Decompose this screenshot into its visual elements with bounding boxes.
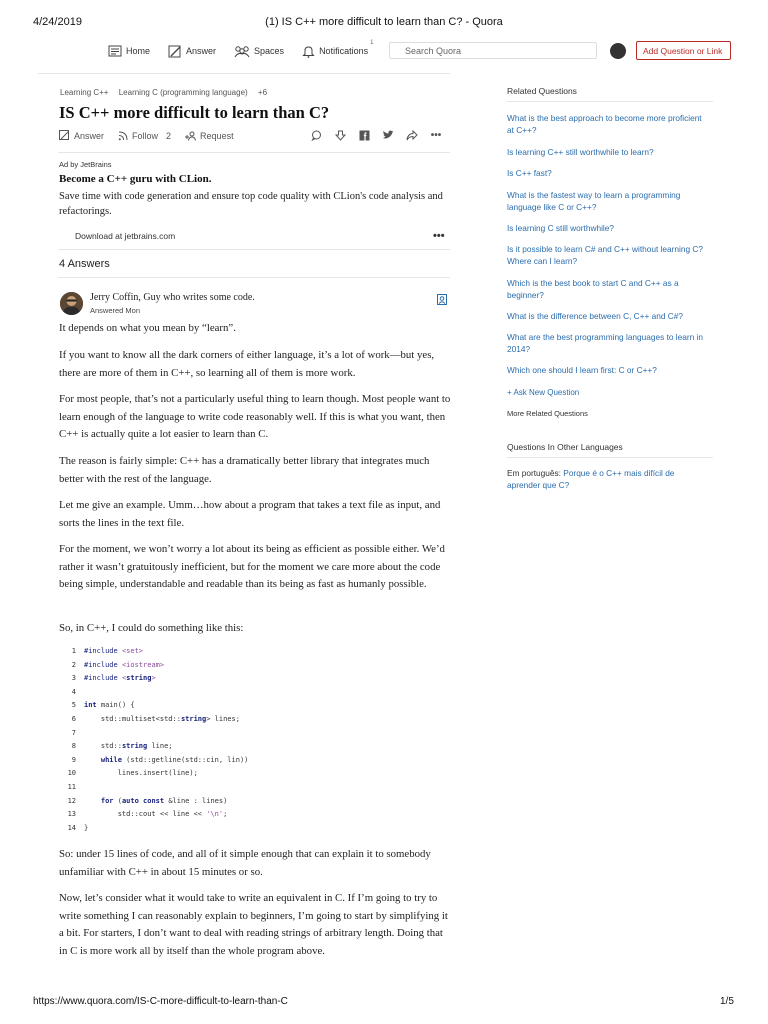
code-line-number: 1	[71, 647, 76, 655]
code-line-number: 7	[71, 728, 76, 737]
other-language-prefix: Em português:	[507, 468, 561, 478]
divider	[507, 101, 713, 102]
code-line: lines.insert(line);	[84, 769, 198, 778]
answer-paragraph: For the moment, we won’t worry a lot about its being as efficient as possible either. We’d rather it wasn’t gratuitously inefficient, but for the moment we care more about the code being simple, understandable and readable than its being as fast as humanly possible.	[59, 543, 445, 590]
code-line-number: 3	[71, 674, 76, 683]
top-nav	[108, 40, 389, 62]
answer-paragraph: For most people, that’s not a particularly useful thing to learn though. Most people want to learn enough of the language to write code reasonably well. If this is what you want, then C++ is actually quite a lot easier to learn than C.	[59, 393, 451, 440]
code-line-number: 10	[67, 769, 76, 778]
rss-icon	[118, 131, 128, 141]
add-question-button[interactable]: Add Question or Link	[636, 41, 731, 60]
code-line-number: 2	[71, 660, 76, 669]
home-icon	[108, 45, 122, 57]
code-line: #include <iostream>	[84, 660, 165, 669]
follow-count: 2	[166, 130, 172, 141]
nav-answer-label: Answer	[186, 46, 217, 56]
other-language-link[interactable]: Porque é o C++ mais difícil de aprender que C?	[507, 468, 675, 490]
follow-label: Follow	[132, 130, 159, 141]
author-name[interactable]: Jerry Coffin, Guy who writes some code.	[90, 292, 255, 303]
code-line-number: 8	[71, 742, 76, 751]
print-date: 4/24/2019	[33, 16, 82, 28]
notifications-badge: 1	[370, 40, 374, 46]
topic-tags	[60, 88, 275, 97]
ad-more-icon[interactable]: •••	[433, 230, 445, 242]
related-questions-heading: Related Questions	[507, 86, 577, 96]
code-line: std::string line;	[84, 742, 173, 751]
ad-text: Save time with code generation and ensure top code quality with CLion's code analysis and refactorings.	[59, 191, 443, 217]
facebook-icon[interactable]	[358, 130, 370, 144]
downvote-icon[interactable]	[334, 130, 346, 144]
bell-icon	[302, 45, 315, 58]
code-line: #include <set>	[84, 647, 144, 655]
pencil-icon	[168, 45, 182, 58]
answer-paragraph: Let me give an example. Umm…how about a program that takes a text file as input, and sorts the lines in the text file.	[59, 499, 441, 529]
ad-link[interactable]: Download at jetbrains.com	[75, 231, 176, 241]
more-options-icon[interactable]: •••	[430, 130, 442, 141]
code-line: #include <string>	[84, 674, 156, 683]
code-line: }	[84, 823, 89, 832]
topic-tag-more[interactable]: +6	[257, 88, 268, 97]
code-line: std::multiset<std::string> lines;	[84, 715, 240, 723]
answer-paragraph: So: under 15 lines of code, and all of it simple enough that can explain it to somebody unfamiliar with C++ in about 15 minutes or so.	[59, 848, 431, 878]
related-question-link[interactable]: What is the fastest way to learn a programming language like C or C++?	[507, 190, 681, 212]
related-question-link[interactable]: Is learning C++ still worthwhile to learn?	[507, 147, 654, 157]
other-languages-heading: Questions In Other Languages	[507, 442, 623, 452]
answers-count: 4 Answers	[59, 258, 110, 270]
answer-label: Answer	[74, 130, 105, 141]
code-line: while (std::getline(std::cin, lin))	[100, 755, 249, 764]
related-question-link[interactable]: Is it possible to learn C# and C++ without learning C? Where can I learn?	[507, 244, 704, 266]
code-line: int main() {	[84, 701, 135, 710]
related-question-link[interactable]: What is the best approach to become more proficient at C++?	[507, 113, 702, 135]
comment-icon[interactable]	[310, 130, 322, 144]
user-avatar[interactable]	[610, 43, 626, 59]
follow-button[interactable]	[118, 131, 171, 141]
nav-notifications-label: Notifications	[319, 46, 369, 56]
answer-paragraph: The reason is fairly simple: C++ has a dramatically better library that integrates much better with the rest of the language.	[59, 455, 430, 485]
code-line-number: 13	[67, 810, 76, 819]
divider	[507, 457, 713, 458]
divider	[58, 249, 450, 250]
nav-home-label: Home	[126, 46, 151, 56]
twitter-icon[interactable]	[382, 130, 394, 144]
related-question-link[interactable]: Which one should I learn first: C or C++?	[507, 365, 657, 375]
nav-spaces-label: Spaces	[254, 46, 285, 56]
question-actions	[59, 130, 248, 141]
answer-paragraph: Now, let’s consider what it would take to write an equivalent in C. If I’m going to try to write something I can reasonably explain to beginners, I’m going to start by simplifying it a bit. For starters, I don’t want to deal with reading strings of arbitrary length. Doing that in C is more work all by itself than the whole program above.	[59, 892, 448, 957]
answer-button[interactable]	[59, 130, 104, 141]
topic-tag[interactable]: Learning C++	[60, 88, 109, 97]
code-line-number: 11	[67, 783, 76, 791]
nav-spaces[interactable]	[234, 45, 284, 58]
pencil-icon	[59, 130, 70, 141]
code-line-number: 4	[71, 687, 76, 696]
topic-tag[interactable]: Learning C (programming language)	[118, 88, 248, 97]
ad-title[interactable]: Become a C++ guru with CLion.	[59, 173, 212, 185]
share-icon[interactable]	[406, 130, 418, 144]
other-language-item	[507, 468, 707, 491]
divider	[58, 277, 450, 278]
question-title: IS C++ more difficult to learn than C?	[59, 103, 330, 122]
related-question-link[interactable]: What are the best programming languages to learn in 2014?	[507, 332, 704, 354]
nav-answer[interactable]	[168, 45, 216, 58]
answer-date: Answered Mon	[90, 306, 141, 315]
code-line: std::cout << line << '\n';	[84, 810, 228, 819]
people-icon	[234, 45, 250, 58]
question-share-icons	[310, 130, 454, 144]
more-related-link[interactable]: More Related Questions	[507, 409, 588, 418]
request-label: Request	[200, 130, 234, 141]
request-button[interactable]	[185, 131, 234, 141]
code-line-number: 9	[71, 755, 76, 764]
related-question-link[interactable]: Which is the best book to start C and C++ as a beginner?	[507, 278, 679, 300]
bookmark-icon[interactable]	[437, 294, 447, 308]
nav-home[interactable]	[108, 45, 150, 57]
related-question-link[interactable]: What is the difference between C, C++ and C#?	[507, 311, 684, 321]
ask-new-question-link[interactable]: + Ask New Question	[507, 388, 580, 397]
answer-paragraph: So, in C++, I could do something like this:	[59, 622, 244, 634]
code-line-number: 6	[71, 715, 76, 723]
author-avatar[interactable]	[60, 292, 83, 315]
answer-paragraph: If you want to know all the dark corners of either language, it’s a lot of work—but yes, there are more of them in C++, so learning all of them is more work.	[59, 349, 435, 379]
code-line: for (auto const &line : lines)	[100, 796, 228, 805]
print-page: 1/5	[720, 996, 734, 1007]
divider	[58, 152, 450, 153]
answer-paragraph: It depends on what you mean by “learn”.	[59, 322, 236, 334]
nav-notifications[interactable]	[302, 40, 374, 58]
related-question-link[interactable]: Is C++ fast?	[507, 168, 552, 178]
code-line-number: 14	[67, 823, 76, 832]
add-user-icon	[185, 131, 196, 141]
print-url: https://www.quora.com/IS-C-more-difficult-to-learn-than-C	[33, 996, 288, 1007]
print-title: (1) IS C++ more difficult to learn than C? - Quora	[265, 16, 503, 28]
related-question-link[interactable]: Is learning C still worthwhile?	[507, 223, 614, 233]
divider	[38, 73, 450, 74]
code-line-number: 12	[67, 796, 76, 805]
search-input[interactable]: Search Quora	[389, 42, 597, 59]
ad-sponsor: Ad by JetBrains	[59, 160, 112, 169]
code-line-number: 5	[71, 701, 76, 710]
